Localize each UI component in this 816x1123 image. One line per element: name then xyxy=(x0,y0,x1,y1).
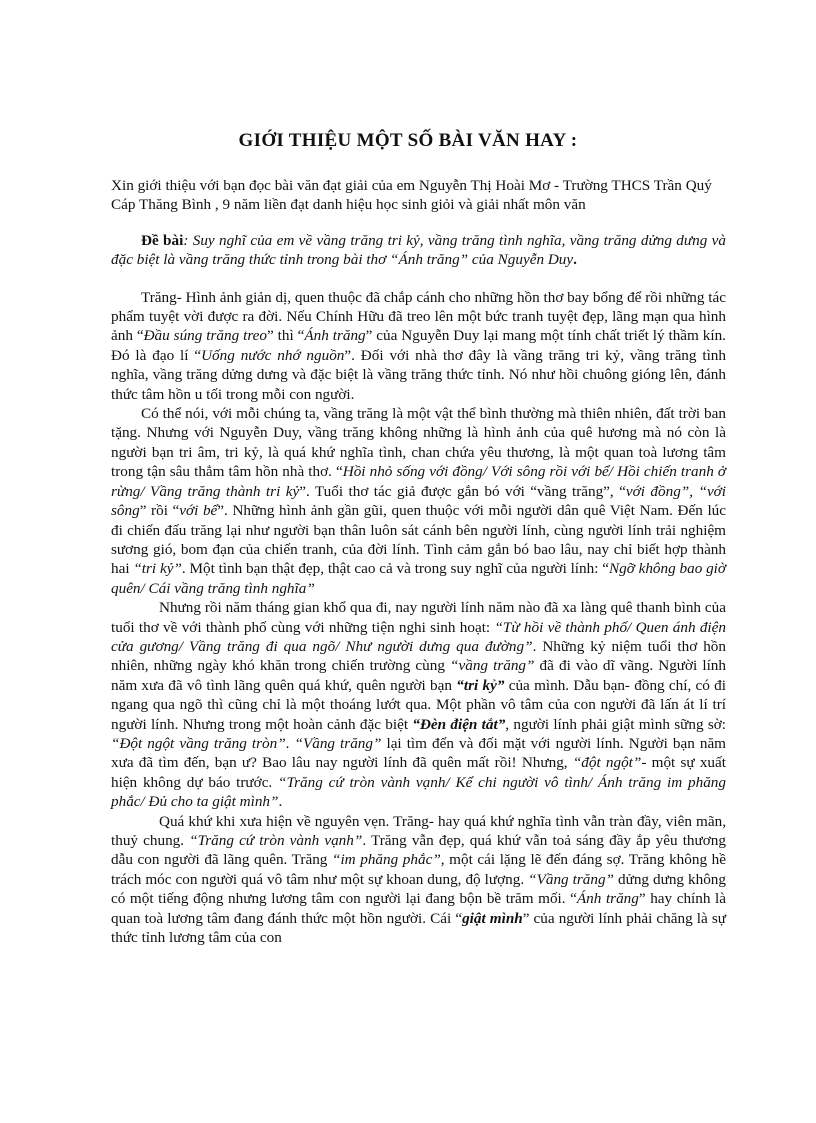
text-run: ”. Tuổi thơ tác giả được gắn bó với “vầng trăng”, “ xyxy=(299,482,626,500)
text-run: Trăng- Hình ảnh giản dị, quen thuộc đã chắp cánh cho những hồn thơ bay bổng để rồi những tác phẩm tuyệt vời được ra đời. Nếu Chính Hữu đã treo lên một bức tranh tuyệt đẹp, lãng mạn qua hình ảnh “ xyxy=(111,288,726,345)
quote-run: Ánh trăng xyxy=(304,327,366,345)
quote-run: Ánh trăng xyxy=(576,890,639,908)
text-run: ” hay chính là quan toà lương tâm đang đánh thức một hồn người. Cái “ xyxy=(111,890,726,927)
quote-run: “tri kỷ” xyxy=(133,560,182,578)
text-run: ”. Những hình ảnh gần gũi, quen thuộc với mỗi người dân quê Việt Nam. Đến lúc đi chiến đấu trăng lại như người bạn thân luôn sát cánh bên người lính, cùng người lính trải nghiệm sương gió, bom đạn của chiến tranh, của đời lính. Tình cảm gắn bó bao lâu, nay chỉ biết hợp thành hai xyxy=(111,502,726,578)
paragraph-3 xyxy=(111,598,726,811)
quote-run: “Vầng trăng” xyxy=(528,870,614,888)
quote-run: “tri kỷ” xyxy=(456,676,505,694)
quote-run: Ngỡ không bao giờ quên/ Cái vầng trăng tình nghĩa” xyxy=(111,560,727,597)
quote-run: giật mình xyxy=(462,909,523,927)
quote-run: “Đèn điện tắt” xyxy=(412,715,506,733)
quote-run: Hồi nhỏ sống với đồng/ Với sông rồi với bể/ Hồi chiến tranh ở rừng/ Vầng trăng thành tri kỷ xyxy=(111,463,726,500)
text-run: ” của Nguyễn Duy lại mang một tính chất triết lý thầm kín. Đó là đạo lí “ xyxy=(111,327,726,364)
quote-run: “Từ hồi về thành phố/ Quen ánh điện cửa gương/ Vầng trăng đi qua ngõ/ Như người dưng qua đường” xyxy=(111,618,726,655)
text-run: Quá khứ khi xưa hiện về nguyên vẹn. Trăng- hay quá khứ nghĩa tình vẫn tràn đầy, viên mãn, thuỷ chung. xyxy=(111,812,726,849)
quote-run: “vầng trăng” xyxy=(450,657,535,675)
text-run: lại tìm đến và đối mặt với người lính. Người bạn năm xưa đã tìm đến, bạn ư? Bao lâu nay người lính đã quên mất rồi! Nhưng, xyxy=(111,734,726,772)
text-run: ” của người lính phải chăng là sự thức tỉnh lương tâm của con xyxy=(111,909,726,947)
quote-run: Uống nước nhớ nguồn xyxy=(201,346,345,364)
text-run: . xyxy=(285,734,295,752)
quote-run: “Trăng cứ tròn vành vạnh/ Kể chi người vô tình/ Ánh trăng im phăng phắc/ Đủ cho ta giật mình” xyxy=(111,773,726,811)
topic-colon: : xyxy=(183,231,193,249)
text-run: Có thể nói, với mỗi chúng ta, vầng trăng là một vật thể bình thường mà thiên nhiên, đất trời ban tặng. Nhưng với Nguyễn Duy, vầng trăng không những là hình ảnh của quê hương mà nó còn là người bạn tri âm, tri kỷ, là quá khứ nghĩa tình, chan chứa yêu thương, là một quan toà lương tâm trong tận sâu thẳm tâm hồn nhà thơ. “ xyxy=(111,405,726,481)
text-run: của mình. Dẫu bạn- đồng chí, có đi ngang qua ngõ thì cũng chỉ là một thoáng lướt qua. Một phần vô tâm của con người đã lấn át lí trí người lính. Nhưng trong một hoàn cảnh đặc biệt xyxy=(111,676,726,733)
paragraph-4 xyxy=(111,812,726,948)
topic-text: Suy nghĩ của em về vầng trăng tri kỷ, vầng trăng tình nghĩa, vầng trăng dửng dưng và đặc biệt là vầng trăng thức tỉnh trong bài thơ “Ánh trăng” của Nguyễn Duy xyxy=(111,231,726,269)
text-run: . xyxy=(278,793,283,811)
text-run: , một cái lặng lẽ đến đáng sợ. Trăng không hề trách móc con người quá vô tâm như một sự khoan dung, độ lượng. xyxy=(111,851,726,888)
quote-run: “im phăng phắc” xyxy=(332,851,441,869)
quote-run: “đột ngột” xyxy=(572,754,642,772)
text-run: ” rồi “ xyxy=(139,502,180,520)
quote-run: “Đột ngột vầng trăng tròn” xyxy=(111,734,286,752)
document-body xyxy=(111,176,726,947)
topic-label: Đề bài xyxy=(141,231,184,249)
text-run: Nhưng rồi năm tháng gian khổ qua đi, nay người lính năm nào đã xa làng quê thanh bình của tuổi thơ về với thành phố cùng với những tiện nghi sinh hoạt: xyxy=(111,599,726,636)
text-run: . Trăng vẫn đẹp, quá khứ vẫn toả sáng đầy ắp yêu thương dẫu con người đã lãng quên. Trăng xyxy=(111,832,726,869)
text-run: - một sự xuất hiện không dự báo trước. xyxy=(111,754,726,791)
text-run: ”. Đối với nhà thơ đây là vầng trăng tri kỷ, vầng trăng tình nghĩa, vầng trăng dửng dưng và đặc biệt là vầng trăng thức tỉnh. Nó như hồi chuông gióng lên, đánh thức tâm hồn u tối trong mỗi con người. xyxy=(111,346,726,403)
intro-paragraph: Xin giới thiệu với bạn đọc bài văn đạt giải của em Nguyễn Thị Hoài Mơ - Trường THCS Trần Quý Cáp Thăng Bình , 9 năm liền đạt danh hiệu học sinh giỏi và giải nhất môn văn xyxy=(111,177,712,214)
text-run: đã đi vào dĩ vãng. Người lính năm xưa đã vô tình lãng quên quá khứ, quên người bạn xyxy=(111,657,726,694)
quote-run: Đầu súng trăng treo xyxy=(143,327,267,345)
text-run: . Những kỷ niệm tuổi thơ hồn nhiên, những ngày khó khăn trong chiến trường cùng xyxy=(111,637,726,675)
text-run: dửng dưng không có một tiếng động nhưng lương tâm con người lại đang bộn bề trăm mối. “ xyxy=(111,870,726,908)
quote-run: với bể xyxy=(179,502,218,520)
quote-run: “Vầng trăng” xyxy=(294,734,382,752)
text-run: . Một tình bạn thật đẹp, thật cao cả và trong suy nghĩ của người lính: “ xyxy=(181,560,609,578)
paragraph-1 xyxy=(111,288,726,404)
page-title: GIỚI THIỆU MỘT SỐ BÀI VĂN HAY : xyxy=(238,130,578,151)
topic-end: . xyxy=(573,251,577,269)
paragraph-2 xyxy=(111,404,726,598)
text-run: , người lính phải giật mình sững sờ: xyxy=(505,715,726,733)
quote-run: “Trăng cứ tròn vành vạnh” xyxy=(189,832,363,849)
quote-run: với đồng”, “với sông xyxy=(111,482,727,520)
text-run: ” thì “ xyxy=(267,327,305,345)
topic-paragraph xyxy=(111,231,726,270)
